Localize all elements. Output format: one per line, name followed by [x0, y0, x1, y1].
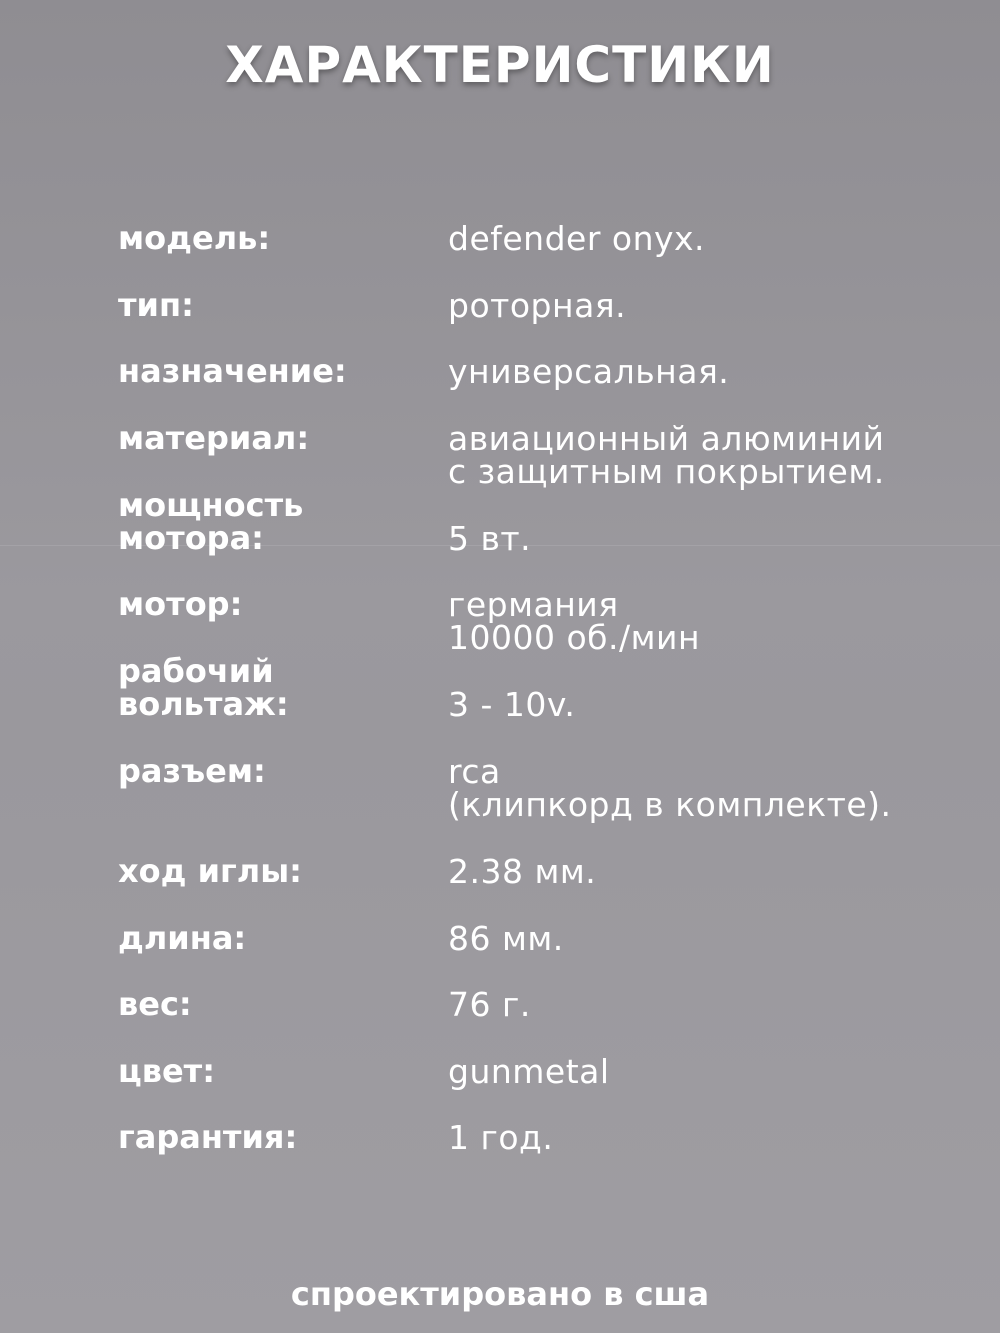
spec-label-purpose: назначение:	[118, 352, 347, 390]
spec-value-motor: германия 10000 об./мин	[448, 585, 701, 657]
spec-label-type: тип:	[118, 286, 194, 324]
spec-value-color: gunmetal	[448, 1052, 610, 1091]
spec-label-motor-power: мощность мотора:	[118, 486, 304, 557]
spec-value-needle-stroke: 2.38 мм.	[448, 852, 597, 891]
spec-label-voltage: рабочий вольтаж:	[118, 652, 289, 723]
spec-value-connector: rca (клипкорд в комплекте).	[448, 752, 892, 824]
spec-value-warranty: 1 год.	[448, 1118, 554, 1157]
spec-value-voltage: 3 - 10v.	[448, 685, 576, 724]
designed-in-usa-caption: спроектировано в сша	[290, 1275, 710, 1313]
spec-label-motor: мотор:	[118, 585, 243, 623]
spec-label-material: материал:	[118, 419, 310, 457]
spec-value-motor-power: 5 вт.	[448, 519, 532, 558]
spec-label-connector: разъем:	[118, 752, 266, 790]
spec-value-type: роторная.	[448, 286, 627, 325]
spec-label-color: цвет:	[118, 1052, 216, 1090]
spec-label-needle-stroke: ход иглы:	[118, 852, 302, 890]
spec-value-material: авиационный алюминий с защитным покрытием.	[448, 419, 885, 491]
spec-value-model: defender onyx.	[448, 219, 706, 258]
spec-label-model: модель:	[118, 219, 271, 257]
spec-value-purpose: универсальная.	[448, 352, 730, 391]
spec-label-warranty: гарантия:	[118, 1118, 298, 1156]
spec-label-weight: вес:	[118, 985, 192, 1023]
spec-value-weight: 76 г.	[448, 985, 531, 1024]
spec-label-length: длина:	[118, 919, 247, 957]
page-title: ХАРАКТЕРИСТИКИ	[225, 36, 775, 94]
spec-value-length: 86 мм.	[448, 919, 564, 958]
